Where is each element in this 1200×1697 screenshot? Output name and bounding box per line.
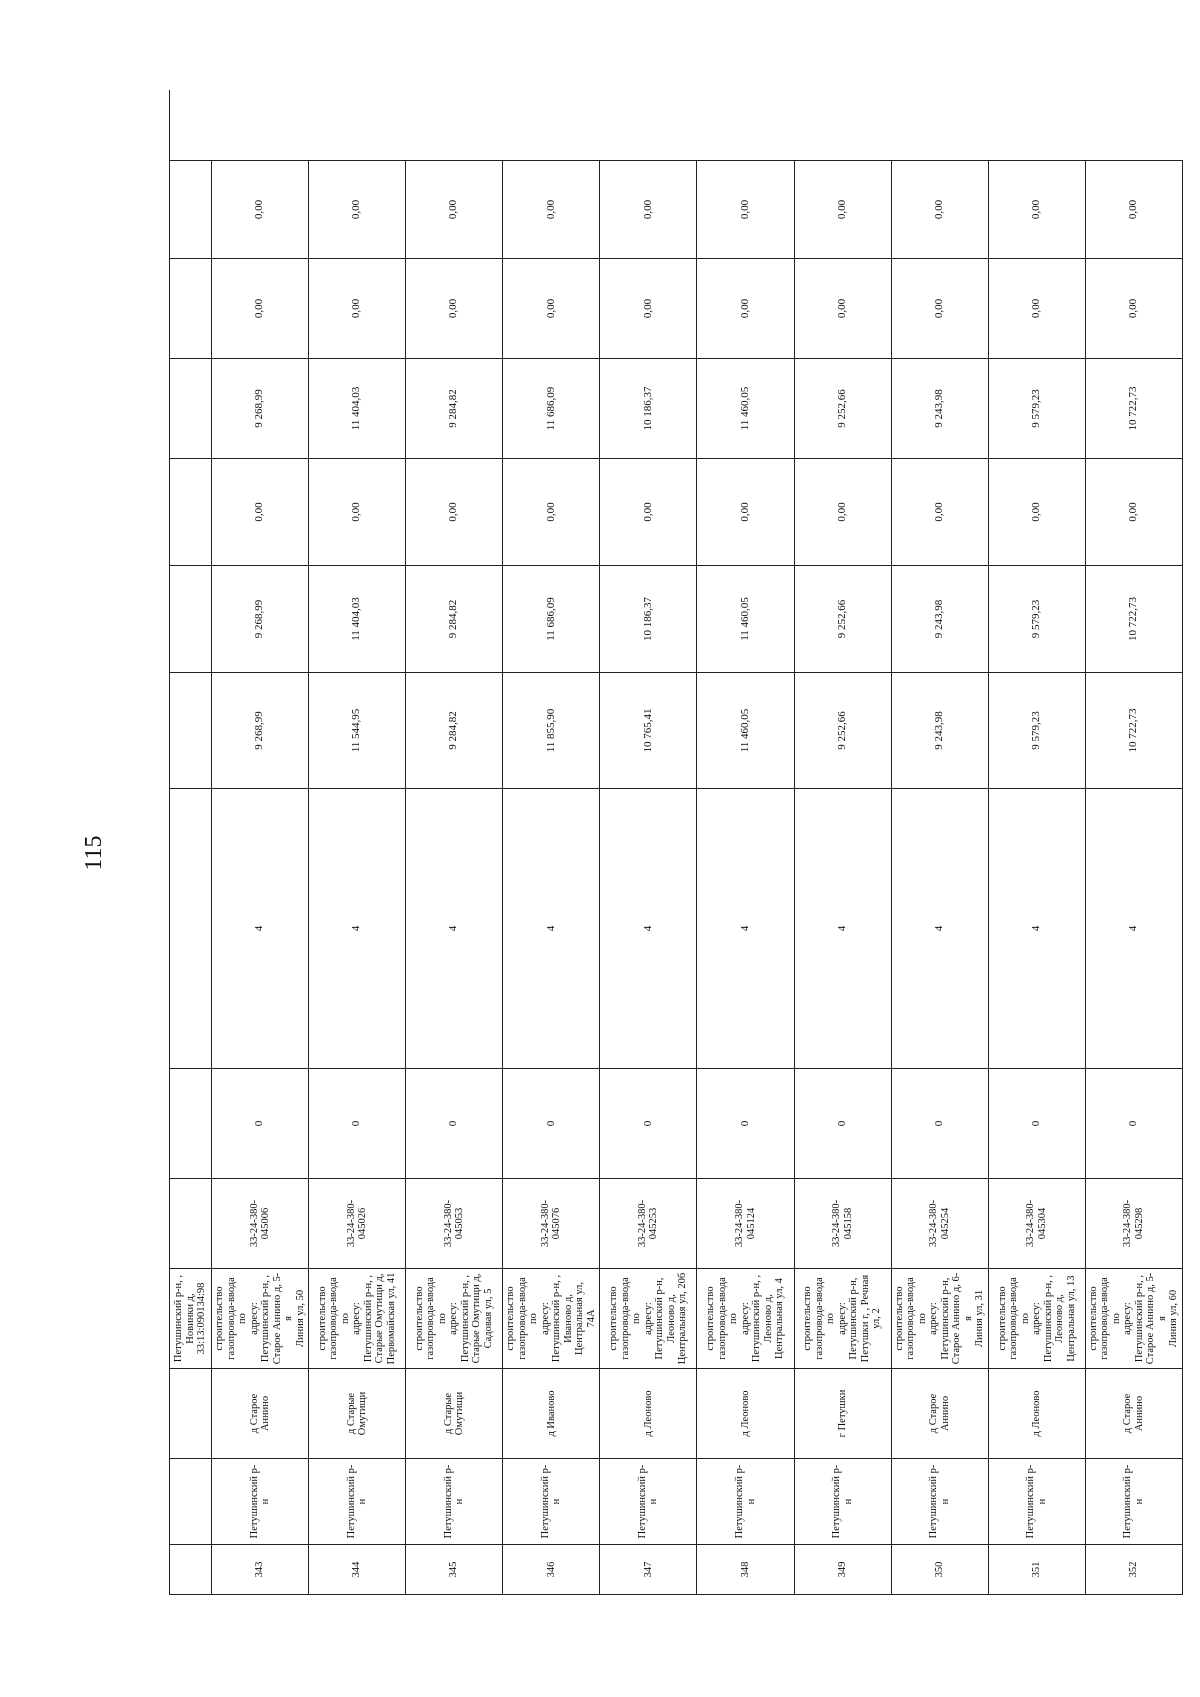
table-cell-amount-4: 9 284,82 [406,358,503,458]
table-cell-amount-6: 0,00 [1086,160,1183,258]
header-cell-row-number [170,1544,212,1594]
table-cell-amount-5: 0,00 [989,258,1086,358]
header-cell-description: Петушинский р-н, , Новинки д, 33:13:090134:98 [170,1268,212,1368]
table-cell-object-code: 33-24-380- 045026 [309,1178,406,1268]
table-cell-amount-3: 0,00 [503,458,600,565]
table-cell-amount-2: 9 579,23 [989,565,1086,672]
table-cell-amount-2: 9 252,66 [795,565,892,672]
table-cell-col-7: 4 [795,788,892,1068]
table-cell-col-7: 4 [503,788,600,1068]
table-cell-object-code: 33-24-380- 045053 [406,1178,503,1268]
table-cell-amount-3: 0,00 [212,458,309,565]
table-cell-object-code: 33-24-380- 045158 [795,1178,892,1268]
table-cell-amount-6: 0,00 [309,160,406,258]
table-cell-col-7: 4 [309,788,406,1068]
table-cell-amount-5: 0,00 [697,258,794,358]
table-cell-object-code: 33-24-380- 045253 [600,1178,697,1268]
table-cell-settlement: д Леоново [697,1368,794,1458]
table-cell-col-6: 0 [309,1068,406,1178]
table-cell-col-7: 4 [697,788,794,1068]
table-cell-col-6: 0 [989,1068,1086,1178]
header-cell-amount-4 [170,358,212,458]
table-cell-district: Петушинский р-н [600,1458,697,1544]
table-cell-amount-1: 11 855,90 [503,672,600,788]
table-cell-amount-1: 9 252,66 [795,672,892,788]
table-cell-amount-2: 10 186,37 [600,565,697,672]
table-cell-amount-1: 10 722,73 [1086,672,1183,788]
table-cell-col-7: 4 [989,788,1086,1068]
header-cell-settlement [170,1368,212,1458]
table-cell-amount-1: 9 579,23 [989,672,1086,788]
table-cell-amount-4: 9 268,99 [212,358,309,458]
table-cell-amount-2: 10 722,73 [1086,565,1183,672]
table-cell-amount-5: 0,00 [406,258,503,358]
table-cell-amount-2: 9 268,99 [212,565,309,672]
table-cell-description: строительство газопровода-ввода по адресу: Петушинский р-н, , Леоново д, Центральная ул, 13 [989,1268,1086,1368]
table-cell-amount-5: 0,00 [892,258,989,358]
table-cell-row-number: 345 [406,1544,503,1594]
table-cell-col-6: 0 [600,1068,697,1178]
rotated-page [169,90,1183,1595]
table-cell-row-number: 349 [795,1544,892,1594]
table-cell-description: строительство газопровода-ввода по адресу: Петушинский р-н, , Леоново д, Центральная ул, 4 [697,1268,794,1368]
table-cell-amount-1: 9 243,98 [892,672,989,788]
table-cell-row-number: 344 [309,1544,406,1594]
header-cell-object-code [170,1178,212,1268]
table-cell-settlement: д Старые Омутищи [406,1368,503,1458]
table-cell-amount-5: 0,00 [212,258,309,358]
table-cell-amount-4: 9 579,23 [989,358,1086,458]
table-cell-amount-3: 0,00 [406,458,503,565]
table-cell-amount-5: 0,00 [503,258,600,358]
table-cell-amount-6: 0,00 [989,160,1086,258]
table-cell-amount-5: 0,00 [600,258,697,358]
table-cell-settlement: д Иваново [503,1368,600,1458]
table-cell-amount-6: 0,00 [212,160,309,258]
table-cell-amount-5: 0,00 [1086,258,1183,358]
table-cell-object-code: 33-24-380- 045254 [892,1178,989,1268]
table-cell-object-code: 33-24-380- 045124 [697,1178,794,1268]
table-cell-col-7: 4 [1086,788,1183,1068]
table-cell-settlement: д Леоново [600,1368,697,1458]
table-cell-district: Петушинский р-н [1086,1458,1183,1544]
table-cell-col-7: 4 [212,788,309,1068]
table-cell-settlement: д Старое Аннино [1086,1368,1183,1458]
table-cell-amount-3: 0,00 [795,458,892,565]
table-cell-row-number: 352 [1086,1544,1183,1594]
table-cell-district: Петушинский р-н [309,1458,406,1544]
table-cell-object-code: 33-24-380- 045304 [989,1178,1086,1268]
table-cell-amount-2: 9 243,98 [892,565,989,672]
table-cell-district: Петушинский р-н [795,1458,892,1544]
table-cell-col-7: 4 [892,788,989,1068]
table-cell-description: строительство газопровода-ввода по адресу: Петушинский р-н, , Иваново д, Центральная ул, 74А [503,1268,600,1368]
table-cell-amount-2: 11 404,03 [309,565,406,672]
table-cell-row-number: 347 [600,1544,697,1594]
table-cell-row-number: 351 [989,1544,1086,1594]
table-cell-amount-4: 9 243,98 [892,358,989,458]
table-cell-amount-4: 11 404,03 [309,358,406,458]
table-cell-col-6: 0 [795,1068,892,1178]
header-cell-district [170,1458,212,1544]
table-cell-col-6: 0 [892,1068,989,1178]
table-cell-district: Петушинский р-н [503,1458,600,1544]
table-cell-district: Петушинский р-н [406,1458,503,1544]
table-cell-description: строительство газопровода-ввода по адресу: Петушинский р-н, Старое Аннино д, 6-я Линия ул, 31 [892,1268,989,1368]
table-cell-amount-3: 0,00 [697,458,794,565]
table-cell-col-7: 4 [406,788,503,1068]
table-cell-amount-2: 11 460,05 [697,565,794,672]
table-cell-description: строительство газопровода-ввода по адресу: Петушинский р-н, Леоново д, Центральная ул, 20б [600,1268,697,1368]
page-number: 115 [81,835,107,871]
header-cell-amount-3 [170,458,212,565]
table-cell-row-number: 350 [892,1544,989,1594]
table-cell-description: строительство газопровода-ввода по адресу: Петушинский р-н, , Старое Аннино д, 5-я Линия ул, 50 [212,1268,309,1368]
table-cell-amount-6: 0,00 [600,160,697,258]
table-cell-object-code: 33-24-380- 045076 [503,1178,600,1268]
table-cell-amount-5: 0,00 [795,258,892,358]
table-cell-amount-3: 0,00 [600,458,697,565]
table-cell-object-code: 33-24-380- 045006 [212,1178,309,1268]
data-table [169,90,1183,1595]
table-cell-col-6: 0 [697,1068,794,1178]
table-cell-amount-1: 11 460,05 [697,672,794,788]
table-cell-district: Петушинский р-н [989,1458,1086,1544]
table-cell-settlement: д Старое Аннино [892,1368,989,1458]
header-cell-amount-1 [170,672,212,788]
table-cell-amount-1: 9 268,99 [212,672,309,788]
table-cell-settlement: д Старые Омутищи [309,1368,406,1458]
header-cell-col-7 [170,788,212,1068]
table-cell-amount-6: 0,00 [406,160,503,258]
header-cell-col-6 [170,1068,212,1178]
table-cell-amount-1: 10 765,41 [600,672,697,788]
table-cell-amount-3: 0,00 [892,458,989,565]
table-cell-amount-6: 0,00 [503,160,600,258]
table-cell-row-number: 343 [212,1544,309,1594]
table-cell-amount-1: 11 544,95 [309,672,406,788]
table-cell-description: строительство газопровода-ввода по адресу: Петушинский р-н, , Старое Аннино д, 5-я Линия ул, 60 [1086,1268,1183,1368]
table-cell-amount-2: 11 686,09 [503,565,600,672]
table-cell-amount-3: 0,00 [309,458,406,565]
table-cell-col-6: 0 [503,1068,600,1178]
table-cell-row-number: 346 [503,1544,600,1594]
table-cell-description: строительство газопровода-ввода по адресу: Петушинский р-н, , Старые Омутищи д, Первомайская ул, 41 [309,1268,406,1368]
table-cell-amount-4: 10 722,73 [1086,358,1183,458]
table-cell-amount-6: 0,00 [697,160,794,258]
table-cell-object-code: 33-24-380- 045298 [1086,1178,1183,1268]
table-cell-amount-5: 0,00 [309,258,406,358]
table-cell-row-number: 348 [697,1544,794,1594]
table-cell-amount-3: 0,00 [1086,458,1183,565]
table-cell-col-6: 0 [406,1068,503,1178]
header-cell-amount-6 [170,160,212,258]
table-cell-col-6: 0 [1086,1068,1183,1178]
table-viewport [169,90,1183,1595]
table-cell-settlement: д Старое Аннино [212,1368,309,1458]
table-cell-settlement: д Леоново [989,1368,1086,1458]
table-cell-district: Петушинский р-н [892,1458,989,1544]
table-cell-amount-4: 11 686,09 [503,358,600,458]
table-cell-amount-4: 10 186,37 [600,358,697,458]
table-cell-description: строительство газопровода-ввода по адресу: Петушинский р-н, Петушки г, , Речная ул, 2 [795,1268,892,1368]
table-cell-amount-2: 9 284,82 [406,565,503,672]
table-cell-description: строительство газопровода-ввода по адресу: Петушинский р-н, , Старые Омутищи д, Садовая ул, 5 [406,1268,503,1368]
table-cell-col-6: 0 [212,1068,309,1178]
table-cell-amount-3: 0,00 [989,458,1086,565]
table-cell-col-7: 4 [600,788,697,1068]
table-cell-amount-6: 0,00 [892,160,989,258]
table-cell-settlement: г Петушки [795,1368,892,1458]
table-cell-district: Петушинский р-н [697,1458,794,1544]
header-cell-amount-5 [170,258,212,358]
header-cell-amount-2 [170,565,212,672]
table-cell-amount-4: 9 252,66 [795,358,892,458]
table-cell-amount-6: 0,00 [795,160,892,258]
table-cell-amount-1: 9 284,82 [406,672,503,788]
table-cell-district: Петушинский р-н [212,1458,309,1544]
table-cell-amount-4: 11 460,05 [697,358,794,458]
